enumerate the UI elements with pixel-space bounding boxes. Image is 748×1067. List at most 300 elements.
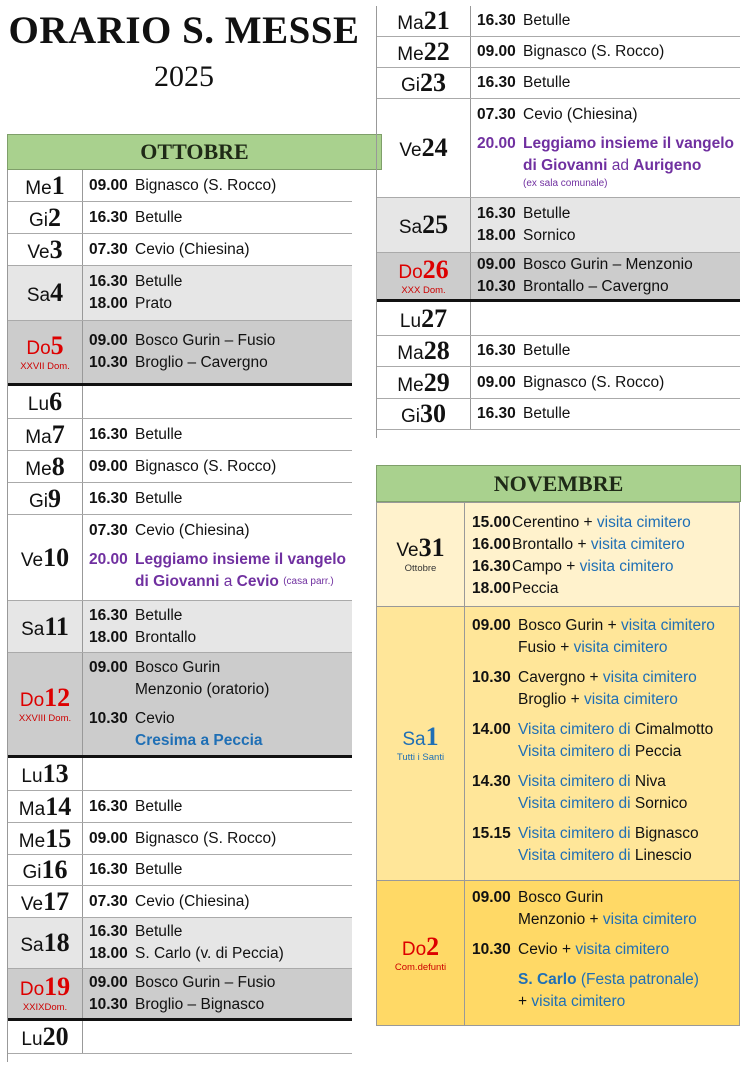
entries <box>83 170 352 201</box>
mass-place: Cerentino <box>512 514 580 531</box>
mass-place: Bignasco (S. Rocco) <box>523 43 665 60</box>
mass-place: Cevio <box>135 709 175 727</box>
day-name: Gi <box>401 75 420 96</box>
mass-time: 16.30 <box>89 797 128 815</box>
event-connector: ad <box>611 157 629 174</box>
mass-time: 16.30 <box>89 208 128 226</box>
day-cell <box>377 503 465 606</box>
mass-place: Bosco Gurin <box>135 658 221 676</box>
october-row-7 <box>8 419 352 451</box>
mass-place: S. Carlo (v. di Peccia) <box>135 945 284 962</box>
visit-note: visita cimitero <box>531 993 626 1010</box>
day-name: Ve <box>27 241 50 263</box>
mass-place: Menzonio (oratorio) <box>135 680 270 698</box>
mass-time: 07.30 <box>89 522 128 539</box>
mass-place: Sornico <box>523 227 576 244</box>
day-name: Ma <box>397 13 424 34</box>
mass-place: Cresima a Peccia <box>135 731 263 749</box>
day-number: 3 <box>49 234 63 264</box>
mass-time: 18.00 <box>477 227 516 244</box>
mass-place: Sornico <box>634 795 688 812</box>
plus-sign: + <box>560 639 570 656</box>
day-cell <box>377 367 471 398</box>
day-number: 5 <box>50 330 64 360</box>
entries <box>471 6 740 36</box>
mass-time: 10.30 <box>472 669 511 686</box>
mass-time: 16.00 <box>472 536 511 553</box>
mass-place: Menzonio <box>518 911 586 928</box>
mass-time: 16.30 <box>89 273 128 290</box>
visit-note: visita cimitero <box>573 639 668 656</box>
day-number: 19 <box>44 972 71 1001</box>
event-note: (ex sala comunale) <box>523 178 608 189</box>
mass-place: Prato <box>135 295 173 312</box>
october-row-23 <box>377 68 740 99</box>
october-row-2 <box>8 202 352 234</box>
mass-place: Cevio (Chiesina) <box>135 240 250 258</box>
day-number: 1 <box>51 170 65 200</box>
visit-note: visita cimitero <box>602 911 697 928</box>
day-cell <box>377 881 465 1025</box>
day-number: 2 <box>426 931 440 961</box>
day-subtitle: Com.defunti <box>394 961 447 973</box>
day-number: 15 <box>45 823 72 853</box>
day-number: 26 <box>422 254 449 284</box>
mass-place: Broglio <box>518 691 567 708</box>
event-title: di Giovanni <box>135 573 220 590</box>
day-cell <box>377 6 471 36</box>
entries <box>465 607 739 880</box>
entries <box>471 68 740 98</box>
october-schedule-right <box>376 6 740 438</box>
mass-place: Bosco Gurin – Menzonio <box>523 256 693 273</box>
mass-place: Bignasco (S. Rocco) <box>135 176 277 194</box>
mass-place: Betulle <box>135 797 183 815</box>
day-name: Me <box>397 374 424 396</box>
day-number: 10 <box>43 542 70 572</box>
mass-time: 15.15 <box>472 825 511 842</box>
november-header: NOVEMBRE <box>376 465 741 502</box>
entries <box>83 918 352 968</box>
day-subtitle: Ottobre <box>404 563 437 574</box>
october-header: OTTOBRE <box>7 134 382 170</box>
day-cell <box>8 969 83 1018</box>
day-cell <box>8 1021 83 1053</box>
mass-time <box>89 730 135 752</box>
day-number: 21 <box>423 6 450 35</box>
day-cell <box>8 266 83 320</box>
entries <box>83 601 352 652</box>
mass-place: Cimalmotto <box>634 721 714 738</box>
october-row-24 <box>377 99 740 198</box>
day-number: 17 <box>43 886 70 916</box>
day-cell <box>377 399 471 429</box>
day-number: 27 <box>421 303 448 333</box>
mass-place: Peccia <box>512 580 559 597</box>
visit-note: visita cimitero <box>620 617 715 634</box>
october-row-27 <box>377 302 740 336</box>
entries <box>471 253 740 299</box>
day-cell <box>8 202 83 233</box>
day-cell <box>377 198 471 252</box>
mass-time: 16.30 <box>89 923 128 940</box>
mass-place: Linescio <box>634 847 692 864</box>
mass-time: 09.00 <box>89 457 128 475</box>
day-name: Gi <box>401 406 420 427</box>
entries <box>83 234 352 265</box>
day-name: Me <box>18 830 46 852</box>
mass-time: 09.00 <box>89 973 128 991</box>
mass-time: 18.00 <box>89 628 128 646</box>
mass-place: Broglio – Bignasco <box>135 995 265 1013</box>
october-row-28 <box>377 336 740 367</box>
day-cell <box>8 170 83 201</box>
mass-place: Cevio (Chiesina) <box>135 892 250 910</box>
entries <box>83 451 352 482</box>
mass-time: 14.00 <box>472 721 511 738</box>
day-name: Sa <box>398 217 423 238</box>
day-subtitle: XXX Dom. <box>401 284 446 296</box>
day-name: Lu <box>399 310 422 332</box>
mass-time: 20.00 <box>89 551 128 568</box>
day-name: Ma <box>18 798 46 820</box>
day-name: Ve <box>399 140 422 161</box>
mass-time: 10.30 <box>89 709 128 727</box>
visit-note: Visita cimitero di <box>518 825 631 842</box>
mass-time: 14.30 <box>472 773 511 790</box>
day-cell <box>8 758 83 790</box>
event-place: Aurigeno <box>633 157 702 174</box>
day-name: Do <box>19 979 45 1000</box>
visit-note: Visita cimitero di <box>518 743 631 760</box>
day-name: Ma <box>25 426 52 448</box>
day-cell <box>377 99 471 197</box>
visit-note: Visita cimitero di <box>518 773 631 790</box>
page-title: ORARIO S. MESSE <box>8 9 360 52</box>
day-number: 20 <box>42 1022 69 1051</box>
plus-sign: + <box>566 558 576 575</box>
day-name: Sa <box>21 618 45 640</box>
mass-place: Broglio – Cavergno <box>135 354 268 371</box>
october-row-11 <box>8 601 352 653</box>
visit-note: visita cimitero <box>579 558 674 575</box>
october-row-25 <box>377 198 740 253</box>
day-number: 23 <box>420 68 446 97</box>
day-name: Sa <box>402 729 426 750</box>
mass-time: 10.30 <box>472 941 511 958</box>
entries <box>83 886 352 917</box>
visit-note: visita cimitero <box>575 941 670 958</box>
day-number: 12 <box>44 682 71 712</box>
mass-place: Cevio (Chiesina) <box>135 522 250 539</box>
mass-place: Brontallo <box>135 628 197 646</box>
october-row-29 <box>377 367 740 399</box>
day-name: Lu <box>21 1029 43 1050</box>
mass-time: 09.00 <box>472 617 511 634</box>
mass-place: Peccia <box>634 743 682 760</box>
day-cell <box>8 451 83 482</box>
feast-note: (Festa patronale) <box>580 971 699 988</box>
day-number: 13 <box>42 759 69 788</box>
day-cell <box>377 336 471 366</box>
day-name: Lu <box>21 766 43 787</box>
day-cell <box>377 302 471 335</box>
mass-time: 09.00 <box>477 373 516 391</box>
day-number: 28 <box>423 336 450 365</box>
mass-place: Fusio <box>518 639 556 656</box>
mass-place: Cevio <box>518 941 558 958</box>
mass-place: S. Carlo <box>518 971 577 988</box>
day-cell <box>8 886 83 917</box>
entries <box>83 823 352 854</box>
mass-place: Brontallo <box>512 536 574 553</box>
day-cell <box>377 253 471 299</box>
october-row-22 <box>377 37 740 68</box>
event-connector: a <box>223 573 233 590</box>
day-name: Do <box>398 261 423 283</box>
plus-sign: + <box>570 691 580 708</box>
mass-time: 09.00 <box>89 332 128 349</box>
day-cell <box>8 419 83 450</box>
mass-place: Niva <box>634 773 666 790</box>
mass-place: Betulle <box>523 205 571 222</box>
entries <box>83 791 352 822</box>
mass-time: 18.00 <box>89 295 128 312</box>
mass-time: 16.30 <box>477 342 516 359</box>
day-cell <box>377 68 471 98</box>
mass-time: 16.30 <box>477 74 516 91</box>
mass-place: Betulle <box>135 923 183 940</box>
visit-note: visita cimitero <box>602 669 697 686</box>
october-row-10 <box>8 515 352 601</box>
mass-place: Betulle <box>135 489 183 507</box>
mass-place: Bosco Gurin <box>518 889 604 906</box>
october-row-20 <box>8 1021 352 1054</box>
mass-time <box>89 679 135 701</box>
entries <box>471 336 740 366</box>
mass-place: Betulle <box>135 208 183 226</box>
mass-time: 07.30 <box>477 106 516 123</box>
mass-place: Betulle <box>135 861 183 878</box>
october-row-19 <box>8 969 352 1021</box>
entries <box>83 386 352 418</box>
day-name: Gi <box>29 490 48 512</box>
day-name: Gi <box>22 862 42 883</box>
october-row-17 <box>8 886 352 918</box>
day-name: Ve <box>396 540 419 561</box>
mass-time: 09.00 <box>472 889 511 906</box>
october-row-6 <box>8 386 352 419</box>
entries <box>83 266 352 320</box>
october-row-8 <box>8 451 352 483</box>
mass-place: Bosco Gurin <box>518 617 604 634</box>
visit-note: Visita cimitero di <box>518 795 631 812</box>
mass-place: Bignasco (S. Rocco) <box>135 457 277 475</box>
day-number: 18 <box>43 928 70 957</box>
day-name: Sa <box>26 285 51 306</box>
day-cell <box>8 515 83 600</box>
day-name: Ve <box>20 893 44 915</box>
visit-note: Visita cimitero di <box>518 847 631 864</box>
october-row-26 <box>377 253 740 302</box>
mass-place: Betulle <box>523 12 571 29</box>
mass-place: Betulle <box>135 425 183 443</box>
mass-time: 16.30 <box>89 425 128 443</box>
day-name: Me <box>25 177 52 199</box>
day-name: Sa <box>20 935 44 956</box>
day-cell <box>8 791 83 822</box>
entries <box>83 202 352 233</box>
mass-place: Bosco Gurin – Fusio <box>135 332 276 349</box>
entries <box>83 855 352 885</box>
mass-time: 20.00 <box>477 135 516 152</box>
day-number: 30 <box>420 399 446 428</box>
october-row-1 <box>8 170 352 202</box>
plus-sign: + <box>589 669 599 686</box>
day-number: 14 <box>45 791 72 821</box>
mass-time: 16.30 <box>89 861 128 878</box>
day-number: 1 <box>425 722 439 751</box>
day-number: 24 <box>421 133 448 162</box>
day-cell <box>377 37 471 67</box>
entries <box>83 515 352 600</box>
entries <box>465 881 739 1025</box>
day-subtitle: Tutti i Santi <box>396 752 445 763</box>
day-number: 29 <box>423 367 450 397</box>
mass-place: Betulle <box>523 74 571 91</box>
day-cell <box>8 234 83 265</box>
day-number: 6 <box>49 387 63 416</box>
mass-time: 16.30 <box>477 405 516 422</box>
entries <box>83 321 352 383</box>
day-name: Do <box>26 337 51 359</box>
mass-time: 07.30 <box>89 240 128 258</box>
mass-place: Betulle <box>135 606 183 624</box>
mass-place: Bignasco (S. Rocco) <box>523 373 665 391</box>
day-subtitle: XXVII Dom. <box>20 360 70 372</box>
mass-time: 09.00 <box>89 658 128 676</box>
october-row-12 <box>8 653 352 758</box>
day-name: Do <box>19 689 45 711</box>
day-cell <box>8 823 83 854</box>
day-subtitle: XXIXDom. <box>22 1002 68 1013</box>
day-number: 16 <box>41 855 68 884</box>
entries <box>471 367 740 398</box>
day-cell <box>8 386 83 418</box>
mass-time: 07.30 <box>89 892 128 910</box>
day-name: Me <box>397 44 424 65</box>
event-title: di Giovanni <box>523 157 608 174</box>
day-number: 25 <box>422 210 449 239</box>
mass-time: 16.30 <box>472 558 511 575</box>
day-cell <box>8 321 83 383</box>
october-row-15 <box>8 823 352 855</box>
october-row-13 <box>8 758 352 791</box>
mass-place: Brontallo – Cavergno <box>523 278 669 295</box>
day-cell <box>8 918 83 968</box>
entries <box>83 653 352 755</box>
entries <box>465 503 739 606</box>
entries <box>471 37 740 67</box>
nov-row-31 <box>377 503 739 607</box>
october-row-4 <box>8 266 352 321</box>
october-row-14 <box>8 791 352 823</box>
mass-place: Cevio (Chiesina) <box>523 106 638 123</box>
day-cell <box>8 855 83 885</box>
entries <box>83 758 352 790</box>
entries <box>83 1021 352 1053</box>
day-number: 7 <box>51 419 65 449</box>
october-row-3 <box>8 234 352 266</box>
mass-place: Bignasco <box>634 825 699 842</box>
entries <box>471 399 740 429</box>
visit-note: visita cimitero <box>590 536 685 553</box>
visit-note: visita cimitero <box>583 691 678 708</box>
entries <box>471 302 740 335</box>
entries <box>83 419 352 450</box>
day-name: Me <box>25 458 52 480</box>
mass-time: 10.30 <box>89 995 128 1013</box>
mass-time: 09.00 <box>89 829 128 847</box>
day-number: 31 <box>418 533 445 562</box>
day-number: 2 <box>48 202 61 232</box>
mass-time: 16.30 <box>477 12 516 29</box>
plus-sign: + <box>607 617 617 634</box>
plus-sign: + <box>577 536 587 553</box>
day-cell <box>8 483 83 514</box>
november-schedule <box>376 502 740 1026</box>
mass-place: Betulle <box>523 405 571 422</box>
mass-place: Bosco Gurin – Fusio <box>135 973 276 991</box>
mass-time: 09.00 <box>89 176 128 194</box>
october-row-5 <box>8 321 352 386</box>
mass-place: Campo <box>512 558 562 575</box>
mass-time: 16.30 <box>477 205 516 222</box>
day-cell <box>8 601 83 652</box>
mass-time: 16.30 <box>89 489 128 507</box>
event-place: Cevio <box>236 573 279 590</box>
day-name: Do <box>401 938 427 960</box>
day-cell <box>8 653 83 755</box>
plus-sign: + <box>589 911 599 928</box>
event-title: Leggiamo insieme il vangelo <box>135 551 347 568</box>
october-schedule-left <box>7 170 352 1062</box>
mass-place: Cavergno <box>518 669 586 686</box>
mass-place: Betulle <box>523 342 571 359</box>
visit-note: Visita cimitero di <box>518 721 631 738</box>
october-row-21 <box>377 6 740 37</box>
event-note: (casa parr.) <box>283 576 334 587</box>
mass-time: 10.30 <box>477 278 516 295</box>
entries <box>83 483 352 514</box>
mass-place: Betulle <box>135 273 183 290</box>
day-number: 11 <box>44 611 69 641</box>
entries <box>471 198 740 252</box>
day-subtitle: XXVIII Dom. <box>18 712 72 724</box>
plus-sign: + <box>561 941 572 958</box>
plus-sign: + <box>583 514 593 531</box>
mass-time: 10.30 <box>89 354 128 371</box>
day-name: Gi <box>29 209 48 231</box>
mass-time: 16.30 <box>89 606 128 624</box>
nov-row-1 <box>377 607 739 881</box>
entries <box>471 99 740 197</box>
mass-time: 15.00 <box>472 514 511 531</box>
mass-time: 18.00 <box>472 580 511 597</box>
october-row-18 <box>8 918 352 969</box>
day-number: 22 <box>423 37 450 66</box>
day-name: Ma <box>397 343 424 364</box>
